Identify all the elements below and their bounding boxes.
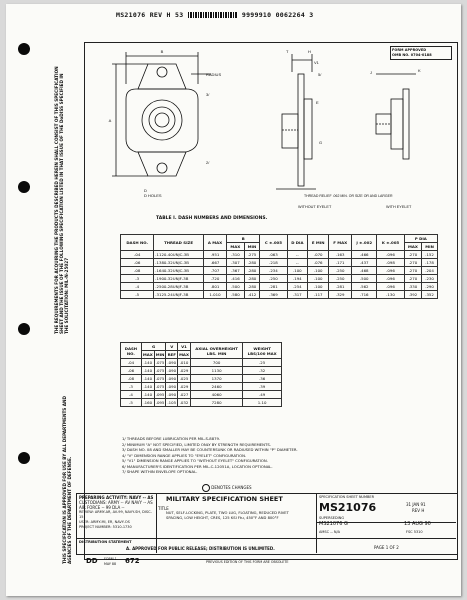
table2-cell: .25 bbox=[243, 359, 282, 367]
table1-dash-numbers bbox=[120, 234, 438, 299]
without-eyelet-label: WITHOUT EYELET bbox=[298, 205, 332, 209]
table1-cell: .310 bbox=[227, 251, 244, 259]
table2-cell: .090 bbox=[167, 392, 177, 397]
v1-label: V1 bbox=[314, 60, 319, 65]
dd-form-label: DD bbox=[86, 557, 98, 565]
table1-cell: .218 bbox=[260, 259, 287, 267]
t1-col-k: K ±.005 bbox=[377, 235, 404, 251]
table1-cell: .100 bbox=[308, 267, 329, 275]
k-label: K bbox=[418, 68, 421, 73]
table2-cell: .095 bbox=[155, 392, 165, 397]
table1-cell: .280 bbox=[244, 259, 260, 267]
t1-p-min: MIN bbox=[422, 243, 438, 251]
table2-cell: .140 bbox=[141, 359, 154, 367]
table1-cell: .290 bbox=[422, 283, 438, 291]
table1-cell: .063 bbox=[260, 251, 287, 259]
previous-edition-note: PREVIOUS EDITION OF THIS FORM ARE OBSOLETE bbox=[206, 560, 289, 564]
table1-cell: .466 bbox=[352, 251, 377, 259]
sheet-title: MILITARY SPECIFICATION SHEET bbox=[166, 495, 283, 503]
table1-body bbox=[121, 251, 438, 299]
table2-cell: .075 bbox=[155, 368, 165, 373]
table1-cell: .437 bbox=[352, 259, 377, 267]
table1-cell: .100 bbox=[308, 283, 329, 291]
title-label: TITLE bbox=[158, 506, 169, 511]
table1-cell: .329 bbox=[329, 291, 352, 299]
table1-cell: .562 bbox=[352, 283, 377, 291]
table1-cell: .096 bbox=[377, 267, 404, 275]
table2-cell: .140 bbox=[141, 391, 154, 399]
table1-cell: -06 bbox=[121, 259, 154, 267]
table1-cell: .720 bbox=[203, 275, 226, 283]
table2-cell: .140 bbox=[141, 367, 154, 375]
header-code bbox=[116, 11, 314, 19]
table2-cell: .032 bbox=[178, 399, 191, 407]
table1-cell: .178 bbox=[422, 259, 438, 267]
t1-col-thread: THREAD SIZE bbox=[154, 235, 204, 251]
t1-b-min: MIN bbox=[244, 243, 260, 251]
table1-cell: .096 bbox=[377, 283, 404, 291]
table2-cell: .140 bbox=[141, 375, 154, 383]
table1-row bbox=[121, 267, 438, 275]
note-4: 4/ "V" DIMENSION RANGE APPLIES TO "EYELET" CONFIGURATION. bbox=[122, 452, 247, 458]
table1-cell: .280 bbox=[244, 283, 260, 291]
g-label: G bbox=[319, 140, 323, 145]
changes-text: DENOTES CHANGES bbox=[211, 485, 252, 490]
table2-cell: .36 bbox=[243, 375, 282, 383]
table1-cell: -- bbox=[287, 251, 308, 259]
table1-cell: .1120-40UNJC-3B bbox=[154, 251, 204, 259]
table2-cell: 1370 bbox=[190, 375, 242, 383]
fsc: FSC 5310 bbox=[406, 530, 423, 534]
omb-number-text: OMB NO. 0704-0188 bbox=[392, 53, 432, 57]
punch-hole-lower bbox=[18, 323, 30, 335]
table1-cell: .951 bbox=[203, 251, 226, 259]
table1-cell: .230 bbox=[422, 275, 438, 283]
table1-cell: 1.010 bbox=[203, 291, 226, 299]
supersedes-date: 13 AUG 90 bbox=[404, 521, 431, 527]
t2-g-min: MIN bbox=[155, 352, 165, 357]
table1-row bbox=[121, 251, 438, 259]
t2-v1-max: MAX bbox=[179, 352, 189, 357]
table1-cell: .280 bbox=[244, 267, 260, 275]
punch-hole-middle bbox=[18, 181, 30, 193]
table1-cell: -08 bbox=[121, 267, 154, 275]
table1-cell: .1380-32UNJC-3B bbox=[154, 259, 204, 267]
table2-cell: .090 bbox=[167, 368, 177, 373]
note-7: 7/ SHAPE WITHIN ENVELOPE OPTIONAL. bbox=[122, 469, 198, 474]
t1-col-dash: DASH NO. bbox=[121, 235, 154, 251]
table2-cell: 7280 bbox=[190, 399, 242, 407]
side-note-line3: THE SOLICITATION: MIL-N-25027 bbox=[64, 257, 70, 334]
t2-col-weight: WEIGHT LBS/100 MAX bbox=[243, 343, 282, 359]
b-label: B bbox=[160, 49, 164, 54]
table2-cell: .105 bbox=[167, 400, 177, 405]
table1-cell: .254 bbox=[287, 283, 308, 291]
table1-cell: .281 bbox=[260, 283, 287, 291]
barcode bbox=[188, 12, 238, 18]
table1-cell: .250 bbox=[260, 275, 287, 283]
distribution-statement: A. APPROVED FOR PUBLIC RELEASE; DISTRIBUTION IS UNLIMITED. bbox=[126, 546, 275, 551]
e-label: E bbox=[316, 100, 319, 105]
punch-hole-top bbox=[18, 43, 30, 55]
table2-cell: .140 bbox=[141, 383, 154, 391]
t1-col-e: E MIN bbox=[308, 235, 329, 251]
side-approval-line1: THIS SPECIFICATION IS APPROVED FOR USE BY ALL DEPARTMENTS AND bbox=[62, 396, 67, 564]
table1-cell: .412 bbox=[244, 291, 260, 299]
form-number: 672 bbox=[125, 557, 140, 565]
thread-relief-note: THREAD RELIEF .062 MIN. OR SIZE OR AND LARGER bbox=[304, 194, 393, 198]
d-holes-label-1: D bbox=[144, 188, 147, 193]
table2-cell: .090 bbox=[167, 384, 177, 389]
note-5: 5/ "V1" DIMENSION RANGE APPLIES TO "WITHOUT EYELET" CONFIGURATION. bbox=[122, 458, 268, 463]
table2-cell: 700 bbox=[190, 359, 242, 367]
t1-col-j: J ±.002 bbox=[352, 235, 377, 251]
table2-cell: -3 bbox=[121, 383, 142, 391]
table1-cell: .130 bbox=[377, 291, 404, 299]
table1-cell: .280 bbox=[244, 275, 260, 283]
table1-cell: .330 bbox=[404, 283, 421, 291]
document-page bbox=[6, 4, 461, 596]
table1-cell: .270 bbox=[404, 251, 421, 259]
table1-cell: .250 bbox=[329, 267, 352, 275]
table2-body bbox=[121, 359, 282, 407]
j-label: J bbox=[370, 70, 372, 75]
table2-cell: .029 bbox=[178, 367, 191, 375]
change-marker-icon bbox=[202, 484, 210, 492]
table1-cell: .171 bbox=[329, 259, 352, 267]
table2-cell: .39 bbox=[243, 383, 282, 391]
table2-cell: .075 bbox=[155, 360, 165, 365]
divider-2 bbox=[316, 493, 317, 553]
note-3: 3/ DASH NO. 08 AND SMALLER MAY BE COUNTERSUNK OR RADIUSED WITHIN "P" DIAMETER. bbox=[122, 447, 298, 452]
table1-cell: .468 bbox=[352, 267, 377, 275]
table2-cell: -06 bbox=[121, 367, 142, 375]
table1-cell: -5 bbox=[121, 291, 154, 299]
page-number: PAGE 1 OF 2 bbox=[374, 545, 399, 550]
table1-cell: .275 bbox=[244, 251, 260, 259]
with-eyelet-label: WITH EYELET bbox=[386, 205, 412, 209]
table2-cell: .010 bbox=[178, 359, 191, 367]
t1-b-max: MAX bbox=[227, 243, 244, 251]
radius-label: RADIUS bbox=[206, 72, 222, 77]
table1-cell: .707 bbox=[203, 267, 226, 275]
table1-title: TABLE I. DASH NUMBERS AND DIMENSIONS. bbox=[156, 216, 268, 221]
distribution-label: DISTRIBUTION STATEMENT bbox=[79, 540, 132, 544]
table1-cell: .580 bbox=[227, 291, 244, 299]
table1-cell: .194 bbox=[287, 275, 308, 283]
table1-cell: .076 bbox=[308, 259, 329, 267]
t2-g-max: MAX bbox=[142, 352, 153, 357]
table2-cell: .160 bbox=[141, 399, 154, 407]
table1-cell: -3 bbox=[121, 275, 154, 283]
table2-cell: .49 bbox=[243, 391, 282, 399]
table1-cell: .117 bbox=[308, 291, 329, 299]
plate-outline bbox=[126, 89, 198, 152]
side-requirements-note bbox=[54, 34, 70, 334]
table1-cell: .369 bbox=[260, 291, 287, 299]
t2-col-axial: AXIAL OVERHEIGHT LBS. MIN bbox=[190, 343, 242, 359]
table2-cell: .095 bbox=[155, 400, 165, 405]
table1-cell: -04 bbox=[121, 251, 154, 259]
table1-cell: .204 bbox=[422, 267, 438, 275]
table2-cell: .090 bbox=[167, 360, 177, 365]
spec-date: 31 JAN 91 bbox=[406, 502, 426, 507]
table2-cell: -4 bbox=[121, 391, 142, 399]
table2-cell: 4060 bbox=[190, 391, 242, 399]
table1-cell: .716 bbox=[352, 291, 377, 299]
side-approval-note bbox=[62, 364, 72, 564]
table2-cell: .32 bbox=[243, 367, 282, 375]
divider-1 bbox=[156, 493, 157, 553]
table1-cell: .281 bbox=[329, 283, 352, 291]
table2-row bbox=[121, 399, 282, 407]
divider-3 bbox=[76, 538, 456, 539]
form-approved-text: FORM APPROVED bbox=[392, 48, 427, 52]
note-1: 1/ THREADS BEFORE LUBRICATION PER MIL-S-8879. bbox=[122, 436, 221, 441]
t-label: T bbox=[286, 49, 289, 54]
t2-col-v: V bbox=[166, 343, 178, 351]
table1-cell: -- bbox=[287, 259, 308, 267]
table1-cell: .2500-28UNJF-3B bbox=[154, 283, 204, 291]
table1-cell: .801 bbox=[203, 283, 226, 291]
t1-col-a: A MAX bbox=[203, 235, 226, 251]
table1-cell: .100 bbox=[287, 267, 308, 275]
table1-cell: .234 bbox=[260, 267, 287, 275]
table1-cell: .096 bbox=[377, 251, 404, 259]
spec-number: MS21076 bbox=[319, 501, 377, 514]
table1-cell: .270 bbox=[404, 267, 421, 275]
header-code-text: MS21076 REV H 53 bbox=[116, 11, 184, 19]
table1-cell: .317 bbox=[287, 291, 308, 299]
barcode-text: 9999910 0062264 3 bbox=[241, 11, 314, 19]
table1-cell: .096 bbox=[377, 275, 404, 283]
project-number: PROJECT NUMBER: 5310-1730 bbox=[79, 525, 132, 529]
title-text: NUT, SELF-LOCKING, PLATE, TWO LUG, FLOATING, REDUCED RIVET SPACING, LOW HEIGHT, CRES, 125 KSI Ftu, 450°F AND 800°F bbox=[166, 511, 289, 520]
table1-cell: .3125-24UNJF-3B bbox=[154, 291, 204, 299]
table1-cell: .270 bbox=[404, 275, 421, 283]
table1-cell: .500 bbox=[352, 275, 377, 283]
t2-v-ref: REF bbox=[167, 352, 176, 357]
table1-cell: .250 bbox=[329, 275, 352, 283]
h-label: H bbox=[308, 49, 311, 54]
table2-cell: .027 bbox=[178, 391, 191, 399]
t1-col-d: D DIA bbox=[287, 235, 308, 251]
notes-section bbox=[122, 436, 422, 475]
table2-cell: -08 bbox=[121, 375, 142, 383]
side-approval-line2: AGENCIES OF THE DEPARTMENT OF DEFENSE. bbox=[67, 456, 73, 564]
table2-cell: 1130 bbox=[190, 367, 242, 375]
amsc: AMSC -- N/A bbox=[319, 530, 341, 534]
table1-cell: .352 bbox=[422, 291, 438, 299]
t1-col-f: F MAX bbox=[329, 235, 352, 251]
changes-legend bbox=[202, 484, 252, 492]
table2-row bbox=[121, 367, 282, 375]
side-note-line2: SHEET AND THE ISSUE OF THE FOLLOWING SPECIFICATION LISTED IN THAT ISSUE OF THE DoDISS SPECIFIED IN bbox=[59, 73, 65, 334]
table2-cell: -5 bbox=[121, 399, 142, 407]
table1-cell: .100 bbox=[308, 275, 329, 283]
t1-col-c: C ±.005 bbox=[260, 235, 287, 251]
footnote-5: 5/ bbox=[318, 72, 322, 77]
table1-cell: .392 bbox=[404, 291, 421, 299]
table2-cell: .075 bbox=[155, 384, 165, 389]
table1-cell: .098 bbox=[377, 259, 404, 267]
table1-row bbox=[121, 275, 438, 283]
table2-cell: .029 bbox=[178, 383, 191, 391]
d-holes-label-2: D HOLES bbox=[144, 193, 162, 198]
table1-cell: .152 bbox=[422, 251, 438, 259]
t1-p-max: MAX bbox=[404, 243, 421, 251]
table1-cell: .070 bbox=[308, 251, 329, 259]
preparing-activity: PREPARING ACTIVITY: NAVY -- AS bbox=[79, 495, 154, 500]
t2-col-v1: V1 bbox=[178, 343, 191, 351]
form-date: FORM 1 MAY 88 bbox=[104, 557, 117, 566]
footnote-2: 2/ bbox=[206, 160, 210, 165]
table1-cell: .500 bbox=[227, 283, 244, 291]
table2-cell: .075 bbox=[155, 376, 165, 381]
supersedes: MS21076 G bbox=[319, 521, 348, 527]
table2-row bbox=[121, 383, 282, 391]
table2-cell: 1.10 bbox=[243, 399, 282, 407]
table2-dimensions bbox=[120, 342, 282, 407]
punch-hole-bottom bbox=[18, 452, 30, 464]
table1-cell: .270 bbox=[404, 259, 421, 267]
t2-col-dash: DASH NO. bbox=[121, 343, 142, 359]
note-2: 2/ MINIMUM "A" NOT SPECIFIED, LIMITED ONLY BY STRENGTH REQUIREMENTS. bbox=[122, 441, 271, 447]
preparing-activity-block bbox=[79, 495, 155, 530]
table1-row bbox=[121, 259, 438, 267]
spec-number-label: SPECIFICATION SHEET NUMBER bbox=[319, 495, 375, 499]
table1-cell: .1900-32UNJF-3B bbox=[154, 275, 204, 283]
table2-row bbox=[121, 391, 282, 399]
table1-cell: .163 bbox=[329, 251, 352, 259]
table1-row bbox=[121, 283, 438, 291]
user: USER: ARMY-MI, ER, NAVY-OS bbox=[79, 520, 130, 524]
table1-cell: -4 bbox=[121, 283, 154, 291]
table2-cell: .025 bbox=[178, 375, 191, 383]
table1-row bbox=[121, 291, 438, 299]
t1-col-b: B bbox=[227, 235, 260, 243]
table1-cell: .307 bbox=[227, 259, 244, 267]
air-force: AIR FORCE -- 99 DLA -- bbox=[79, 505, 125, 510]
t2-col-g: G bbox=[141, 343, 166, 351]
footnote-3: 3/ bbox=[206, 92, 210, 97]
custodians: CUSTODIANS: ARMY -- AV NAVY -- AS bbox=[79, 500, 153, 505]
table2-cell: 2460 bbox=[190, 383, 242, 391]
a-label: A bbox=[108, 118, 112, 123]
note-6: 6/ MANUFACTURER'S IDENTIFICATION PER MIL-C-12051A, LOCATION OPTIONAL. bbox=[122, 463, 273, 469]
table2-cell: .090 bbox=[167, 376, 177, 381]
table2-row bbox=[121, 359, 282, 367]
table2-cell: -04 bbox=[121, 359, 142, 367]
table1-cell: .1640-32UNJC-3B bbox=[154, 267, 204, 275]
side-note-line1: THE REQUIREMENTS FOR ACQUIRING THE PRODUCTS DESCRIBED HEREIN SHALL CONSIST OF THIS SPECIFICATION bbox=[54, 66, 59, 334]
table1-cell: .367 bbox=[227, 267, 244, 275]
review: REVIEW: ARMY-AR, AV-99, NAVY-SH, DISC-15 bbox=[79, 510, 152, 519]
spec-rev: REV H bbox=[412, 508, 425, 513]
table1-cell: .416 bbox=[227, 275, 244, 283]
supersedes-label: SUPERSEDING bbox=[319, 516, 345, 520]
table2-row bbox=[121, 375, 282, 383]
table1-cell: .667 bbox=[203, 259, 226, 267]
t1-col-p: P DIA bbox=[404, 235, 437, 243]
part-drawing bbox=[86, 44, 456, 214]
